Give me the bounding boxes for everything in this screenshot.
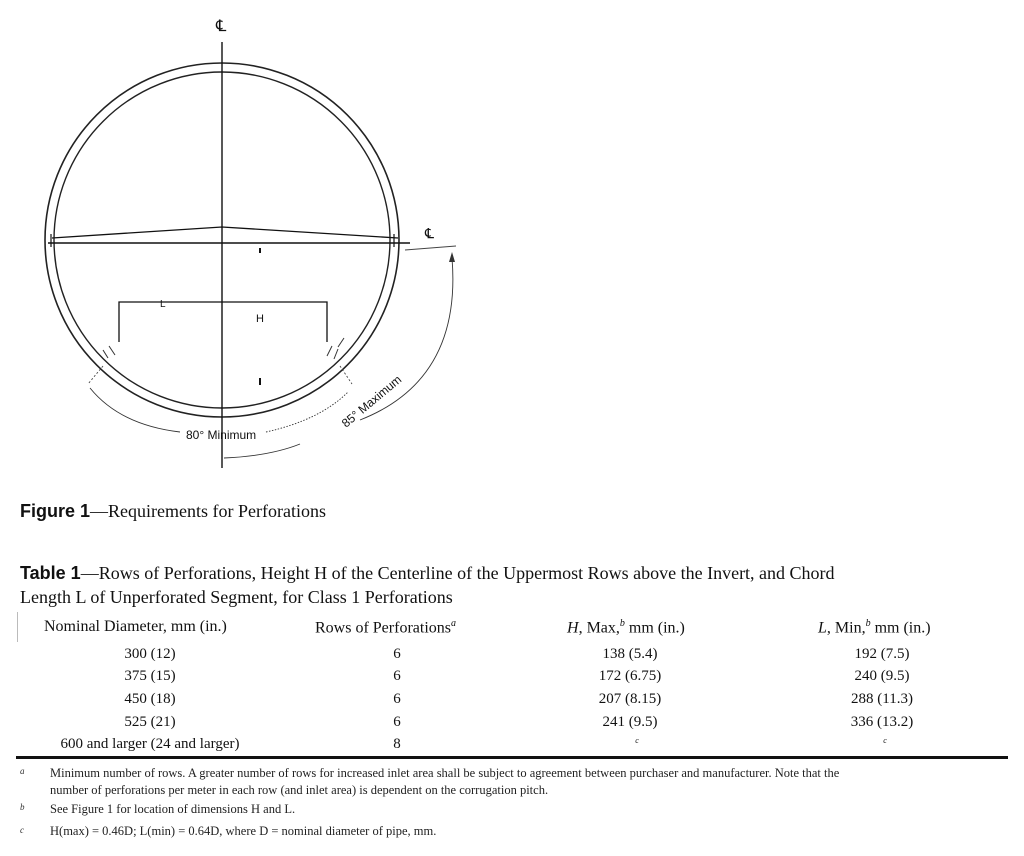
table-cell-rows: 6	[393, 668, 401, 684]
label-l: L	[160, 299, 166, 310]
footnote-mark: b	[20, 802, 25, 812]
table-bottom-rule	[16, 756, 1008, 759]
header-l-min: L, Min,$^b$ mm (in.)	[818, 618, 931, 637]
table-cell-h: c	[635, 736, 639, 745]
table-title-bold: Table 1	[20, 563, 81, 583]
table-left-rule	[17, 612, 18, 642]
table-cell-l: c	[883, 736, 887, 745]
table-cell-rows: 8	[393, 736, 401, 752]
table-cell-h: 172 (6.75)	[598, 668, 662, 684]
footnote-mark: c	[20, 825, 24, 835]
table-cell-diameter: 300 (12)	[124, 646, 176, 662]
table-cell-l: 336 (13.2)	[850, 714, 914, 730]
table-cell-h: 207 (8.15)	[598, 691, 662, 707]
header-nominal-diameter: Nominal Diameter, mm (in.)	[44, 618, 227, 635]
table-cell-diameter: 525 (21)	[124, 714, 176, 730]
table-title-line2: Length L of Unperforated Segment, for Class 1 Perforations	[20, 587, 453, 607]
table-cell-l: 192 (7.5)	[854, 646, 910, 662]
table-cell-diameter: 375 (15)	[124, 668, 176, 684]
header-h-max: H, Max,$^b$ mm (in.)	[567, 618, 685, 637]
table-cell-h: 241 (9.5)	[602, 714, 658, 730]
label-min-angle: 80° Minimum	[186, 428, 257, 442]
l-dimension-bracket	[119, 302, 327, 342]
table-title	[20, 561, 835, 585]
centerline-symbol-right: ℄	[425, 225, 434, 241]
footnote-c: H(max) = 0.46D; L(min) = 0.64D, where D = nominal diameter of pipe, mm.	[50, 824, 437, 838]
table-cell-diameter: 600 and larger (24 and larger)	[60, 736, 240, 752]
table-cell-diameter: 450 (18)	[124, 691, 176, 707]
perforation-diagram	[0, 0, 520, 475]
roof-line	[52, 227, 398, 238]
figure-caption-bold: Figure 1	[20, 501, 91, 521]
footnote-mark: a	[20, 766, 25, 776]
figure-caption	[20, 499, 326, 523]
table-cell-h: 138 (5.4)	[602, 646, 658, 662]
footnote-a: Minimum number of rows. A greater number of rows for increased inlet area shall be subject to agreement between purchaser and manufacturer. Note that the number of perforations per meter in each row (and inlet area) is dependent on the corrugation pitch.	[50, 766, 840, 797]
footnote-b: See Figure 1 for location of dimensions H and L.	[50, 802, 296, 816]
figure-caption-text: —Requirements for Perforations	[90, 501, 326, 521]
table-cell-rows: 6	[393, 691, 401, 707]
header-rows-of-perforations: Rows of Perforations$^a$	[315, 618, 456, 637]
table-cell-rows: 6	[393, 714, 401, 730]
table-cell-l: 288 (11.3)	[851, 691, 913, 707]
label-max-angle: 85° Maximum	[338, 372, 405, 431]
table-cell-l: 240 (9.5)	[854, 668, 910, 684]
centerline-symbol-top: ℄	[216, 18, 227, 35]
table-cell-rows: 6	[393, 646, 401, 662]
label-h: H	[256, 313, 264, 325]
table-title-line1: —Rows of Perforations, Height H of the Centerline of the Uppermost Rows above the Invert, and Chord	[80, 563, 835, 583]
